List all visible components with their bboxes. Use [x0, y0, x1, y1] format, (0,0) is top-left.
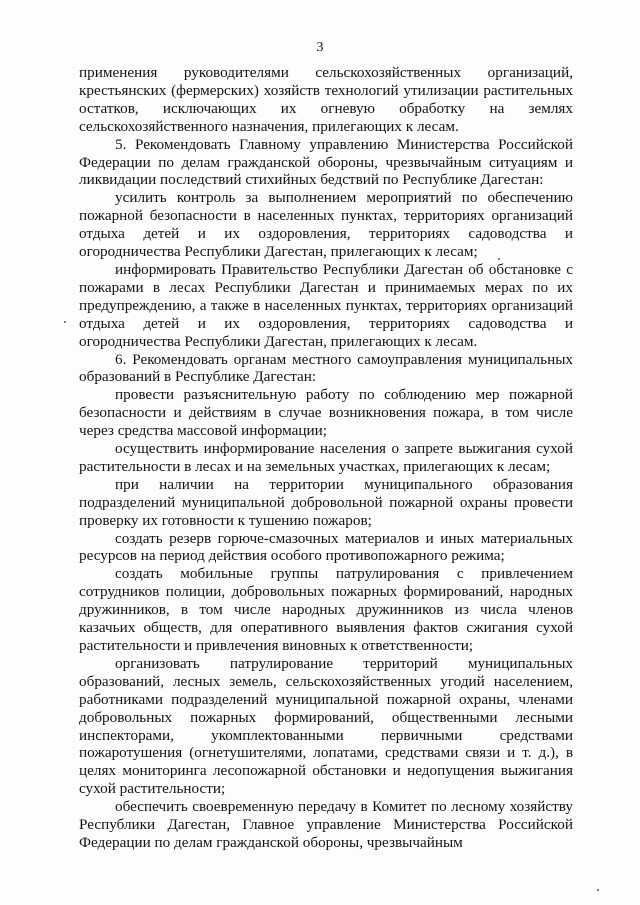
paragraph-organize-patrol: организовать патрулирование территорий муниципальных образований, лесных земель, сельскохозяйственных угодий населением, работниками подразделений муниципальной пожарной охраны, членами добровольных пожарных формирований, общественными лесными инспекторами, укомплектованными первичными средствами пожаротушения (огнетушителями, лопатами, средствами связи и т. д.), в целях мониторинга лесопожарной обстановки и недопущения выжигания сухой растительности;: [79, 654, 573, 798]
paragraph-strengthen-control: усилить контроль за выполнением мероприятий по обеспечению пожарной безопасности в населенных пунктах, территориях организаций отдыха детей и их оздоровления, территориях садоводства и огородничества Республики Дагестан, прилегающих к лесам;: [79, 189, 573, 261]
scan-speck: [64, 321, 66, 323]
paragraph-explanatory-work: провести разъяснительную работу по соблюдению мер пожарной безопасности и действиям в случае возникновения пожара, в том числе через средства массовой информации;: [79, 386, 573, 440]
scan-speck: [597, 889, 599, 891]
document-body: [79, 64, 573, 852]
page-number: 3: [316, 40, 324, 55]
paragraph-check-readiness: при наличии на территории муниципального образования подразделений муниципальной добровольной пожарной охраны провести проверку их готовности к тушению пожаров;: [79, 475, 573, 529]
paragraph-ensure-transfer: обеспечить своевременную передачу в Комитет по лесному хозяйству Республики Дагестан, Главное управление Министерства Российской Федерации по делам гражданской обороны, чрезвычайным: [79, 798, 573, 851]
paragraph-continuation: применения руководителями сельскохозяйственных организаций, крестьянских (фермерских) хозяйств технологий утилизации растительных остатков, исключающих их огневую обработку на землях сельскохозяйственного назначения, прилегающих к лесам.: [79, 64, 573, 135]
paragraph-inform-population: осуществить информирование населения о запрете выжигания сухой растительности в лесах и на земельных участках, прилегающих к лесам;: [79, 440, 573, 475]
paragraph-item-6: 6. Рекомендовать органам местного самоуправления муниципальных образований в Республике Дагестан:: [79, 350, 573, 386]
scan-speck: [498, 258, 500, 260]
paragraph-item-5: 5. Рекомендовать Главному управлению Министерства Российской Федерации по делам гражданской обороны, чрезвычайным ситуациям и ликвидации последствий стихийных бедствий по Республике Дагестан:: [79, 135, 573, 189]
paragraph-fuel-reserve: создать резерв горюче-смазочных материалов и иных материальных ресурсов на период действия особого противопожарного режима;: [79, 529, 573, 565]
paragraph-inform-government: информировать Правительство Республики Дагестан об обстановке с пожарами в лесах Республики Дагестан и принимаемых мерах по их предупреждению, а также в населенных пунктах, территориях организаций отдыха детей и их оздоровления, территориях садоводства и огородничества Республики Дагестан, прилегающих к лесам.: [79, 260, 573, 350]
paragraph-mobile-groups: создать мобильные группы патрулирования с привлечением сотрудников полиции, добровольных пожарных формирований, народных дружинников, в том числе народных дружинников из числа членов казачьих обществ, для оперативного выявления фактов сжигания сухой растительности и привлечения виновных к ответственности;: [79, 565, 573, 654]
